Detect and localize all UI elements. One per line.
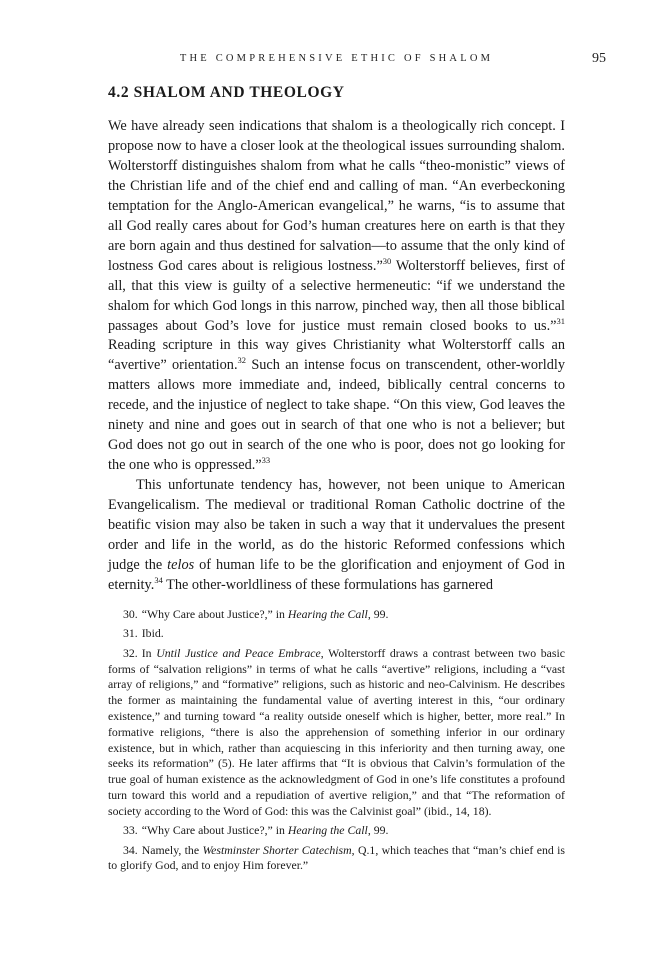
body-text bbox=[108, 117, 565, 596]
footnote-number: 30. bbox=[123, 607, 138, 621]
footnote-source-title: Hearing the Call bbox=[287, 607, 368, 621]
footnote-text: , 99. bbox=[367, 607, 389, 621]
footnote-ref-30[interactable]: 30 bbox=[382, 255, 392, 266]
footnote-34 bbox=[108, 843, 565, 875]
footnote-ref-31[interactable]: 31 bbox=[556, 315, 565, 326]
footnote-number: 32. bbox=[123, 645, 138, 660]
footnote-text: “Why Care about Justice?,” in bbox=[141, 823, 288, 838]
footnote-number: 33. bbox=[123, 823, 138, 838]
paragraph-2-text-b: of human life to be the glorification and enjoyment of God in eternity. bbox=[108, 556, 565, 593]
telos-term: telos bbox=[167, 556, 195, 573]
footnote-text: , Wolterstorff draws a contrast between two basic forms of “salvation religions” in terms of what he calls “avertive” religions, including a “vast array of religions,” and “formative” religions, such as historic and neo-Calvinism. He describes the former as maintaining the fundamental value of averting interest in this, “our ordinary existence,” and turning toward “a reality outside oneself which is higher, better, more real.” In formative religions, “there is also the apprehension of something inferior in our ordinary existence, but in which, rather than acquiescing in this inferiority and then turning away, one seeks its reformation” (5). He later affirms that “It is obvious that Calvin’s formulation of the true goal of human existence as the acknowledgment of God in one’s life constitutes a profound turn toward this world and a repudiation of avertive religion,” and that “The reformation of society according to the Word of God: this was the Calvinist goal” (ibid., 14, 18). bbox=[108, 645, 565, 818]
paragraph-2-text-c: The other-worldliness of these formulations has garnered bbox=[162, 576, 493, 593]
footnote-ref-32[interactable]: 32 bbox=[237, 355, 247, 366]
page-number: 95 bbox=[592, 51, 606, 66]
paragraph-2 bbox=[108, 476, 565, 596]
footnote-30 bbox=[108, 607, 565, 623]
paragraph-1-text-c: Reading scripture in this way gives Christianity what Wolterstorff calls an “avertive” orientation. bbox=[108, 337, 565, 374]
paragraph-1-text-d: Such an intense focus on transcendent, other-worldly matters allows more immediate and, indeed, biblically central concerns to recede, and the injustice of neglect to take shape. “On this view, God leaves the ninety and nine and goes out in search of that one who is not a believer; but God does not go out in search of the one who is poor, does not go looking for the one who is oppressed.” bbox=[108, 357, 565, 474]
paragraph-1 bbox=[108, 117, 565, 476]
section-heading: 4.2 SHALOM AND THEOLOGY bbox=[108, 84, 345, 101]
paragraph-2-text-a: This unfortunate tendency has, however, not been unique to American Evangelicalism. The medieval or traditional Roman Catholic doctrine of the beatific vision may also be taken in such a way that it undervalues the present order and life in the world, as do the historic Reformed confessions which judge the bbox=[108, 477, 565, 573]
footnote-source-title: Westminster Shorter Catechism bbox=[202, 842, 352, 857]
footnote-text: In bbox=[141, 645, 157, 660]
footnote-ref-34[interactable]: 34 bbox=[154, 575, 163, 586]
running-header: THE COMPREHENSIVE ETHIC OF SHALOM bbox=[179, 53, 494, 64]
footnote-number: 31. bbox=[123, 626, 138, 641]
footnote-source-title: Until Justice and Peace Embrace bbox=[156, 645, 321, 660]
footnote-text: , 99. bbox=[367, 823, 389, 838]
footnotes bbox=[108, 607, 565, 878]
paragraph-1-text-b: Wolterstorff believes, first of all, that this view is guilty of a selective hermeneutic: “if we understand the shalom for which God longs in this narrow, pinched way, then all those biblical passages about God’s love for justice must remain closed books to us.” bbox=[108, 257, 565, 334]
footnote-33 bbox=[108, 823, 565, 839]
footnote-number: 34. bbox=[123, 842, 138, 857]
paragraph-1-text-a: We have already seen indications that shalom is a theologically rich concept. I propose now to have a closer look at the theological issues surrounding shalom. Wolterstorff distinguishes shalom from what he calls “theo-monistic” views of the Christian life and of the chief end and calling of man. “An everbeckoning temptation for the Anglo-American evangelical,” he warns, “is to assume that all God really cares about for God’s human creatures here on earth is that they are born again and thus destined for salvation—to assume that the only kind of lostness God cares about is religious lostness.” bbox=[108, 118, 565, 274]
footnote-source-title: Hearing the Call bbox=[287, 823, 368, 838]
footnote-text: “Why Care about Justice?,” in bbox=[141, 607, 288, 621]
footnote-ref-33[interactable]: 33 bbox=[261, 455, 271, 466]
footnote-text: Namely, the bbox=[141, 842, 203, 857]
footnote-32 bbox=[108, 646, 565, 820]
footnote-31 bbox=[108, 626, 565, 642]
footnote-text: , Q.1, which teaches that “man’s chief end is to glorify God, and to enjoy Him forever.” bbox=[108, 842, 565, 873]
footnote-text: Ibid. bbox=[141, 626, 164, 641]
